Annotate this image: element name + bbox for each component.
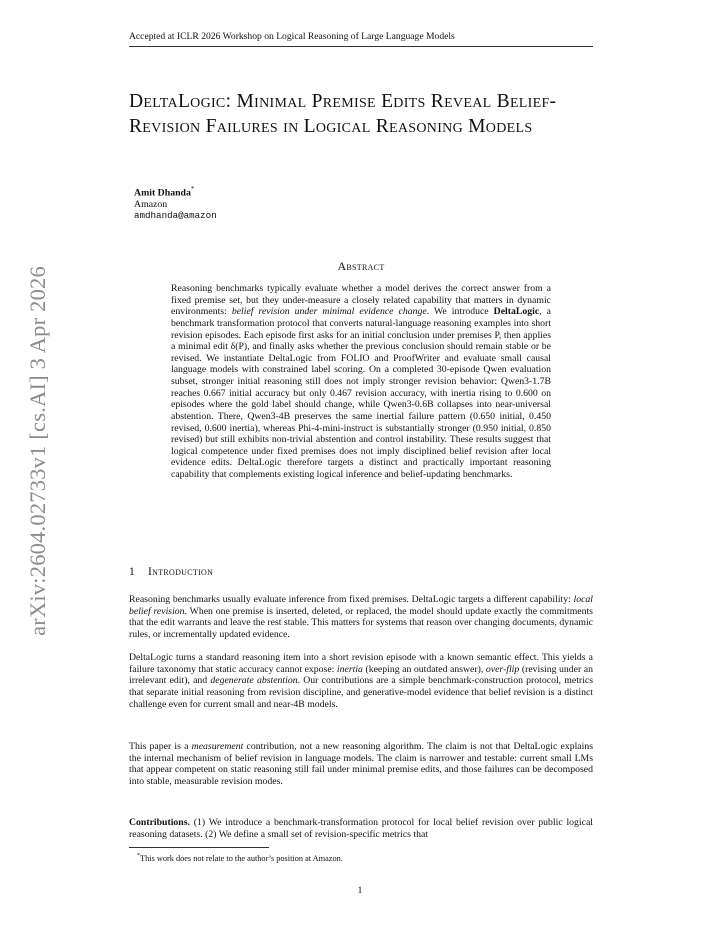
section-heading [129, 566, 213, 578]
paper-title: DeltaLogic: Minimal Premise Edits Reveal Belief-Revision Failures in Logical Reasoning Models [129, 91, 557, 137]
footnote: *This work does not relate to the author’s position at Amazon. [137, 853, 343, 863]
paragraph: This paper is a measurement contribution, not a new reasoning algorithm. The claim is not that DeltaLogic explains the internal mechanism of belief revision in language models. The claim is narrower and testable: current small LMs that appear competent on static reasoning still fail under minimal premise edits, and those failures can be decomposed into stable, measurable revision modes. [129, 741, 593, 787]
page-number: 1 [357, 885, 363, 896]
contributions-paragraph: Contributions. (1) We introduce a benchmark-transformation protocol for local belief revision over public logical reasoning datasets. (2) We define a small set of revision-specific metrics that [129, 817, 593, 840]
author-block [134, 184, 217, 222]
section-number: 1 [129, 566, 135, 578]
section-title: Introduction [148, 566, 214, 578]
author-affiliation: Amazon [134, 198, 168, 210]
running-header: Accepted at ICLR 2026 Workshop on Logical Reasoning of Large Language Models [129, 31, 593, 47]
arxiv-stamp [18, 266, 58, 636]
arxiv-id: arXiv:2604.02733v1 [cs.AI] 3 Apr 2026 [25, 266, 50, 636]
author-email: amdhanda@amazon [134, 210, 217, 222]
paragraph: Reasoning benchmarks usually evaluate inference from fixed premises. DeltaLogic targets a different capability: local belief revision. When one premise is inserted, deleted, or replaced, the model should update exactly the commitments that the edit warrants and leave the rest stable. This matters for systems that reason over changing documents, dynamic rules, or incrementally updated evidence. [129, 594, 593, 640]
abstract-heading: Abstract [337, 259, 385, 273]
abstract-text: Reasoning benchmarks typically evaluate whether a model derives the correct answer from a fixed premise set, but they under-measure a closely related capability that matters in dynamic environments: belief revision under minimal evidence change. We introduce DeltaLogic, a benchmark transformation protocol that converts natural-language reasoning examples into short revision episodes. Each episode first asks for an initial conclusion under premises P, then applies a minimal edit δ(P), and finally asks whether the previous conclusion should remain stable or be revised. We instantiate DeltaLogic from FOLIO and ProofWriter and evaluate small causal language models with constrained label scoring. On a completed 30-episode Qwen evaluation subset, stronger initial reasoning still does not imply stronger revision behavior: Qwen3-1.7B reaches 0.667 initial accuracy but only 0.467 revision accuracy, with inertia rising to 0.600 on episodes where the gold label should change, while Qwen3-0.6B collapses into near-universal abstention. There, Qwen3-4B preserves the same inertial failure pattern (0.650 initial, 0.450 revised, 0.600 inertia), whereas Phi-4-mini-instruct is substantially stronger (0.950 initial, 0.850 revised) but still exhibits non-trivial abstention and control instability. These results suggest that logical competence under fixed premises does not imply disciplined belief revision after local evidence edits. DeltaLogic therefore targets a distinct and practically important reasoning capability that complements existing logical inference and belief-updating benchmarks. [171, 283, 551, 480]
author-name: Amit Dhanda* [134, 185, 195, 199]
footnote-rule [129, 847, 269, 848]
paragraph: DeltaLogic turns a standard reasoning item into a short revision episode with a known semantic effect. This yields a failure taxonomy that static accuracy cannot expose: inertia (keeping an outdated answer), over-flip (revising under an irrelevant edit), and degenerate abstention. Our contributions are a simple benchmark-construction protocol, metrics that separate initial reasoning from revision discipline, and generative-model evidence that belief revision is a distinct challenge even for current small and near-4B models. [129, 652, 594, 710]
